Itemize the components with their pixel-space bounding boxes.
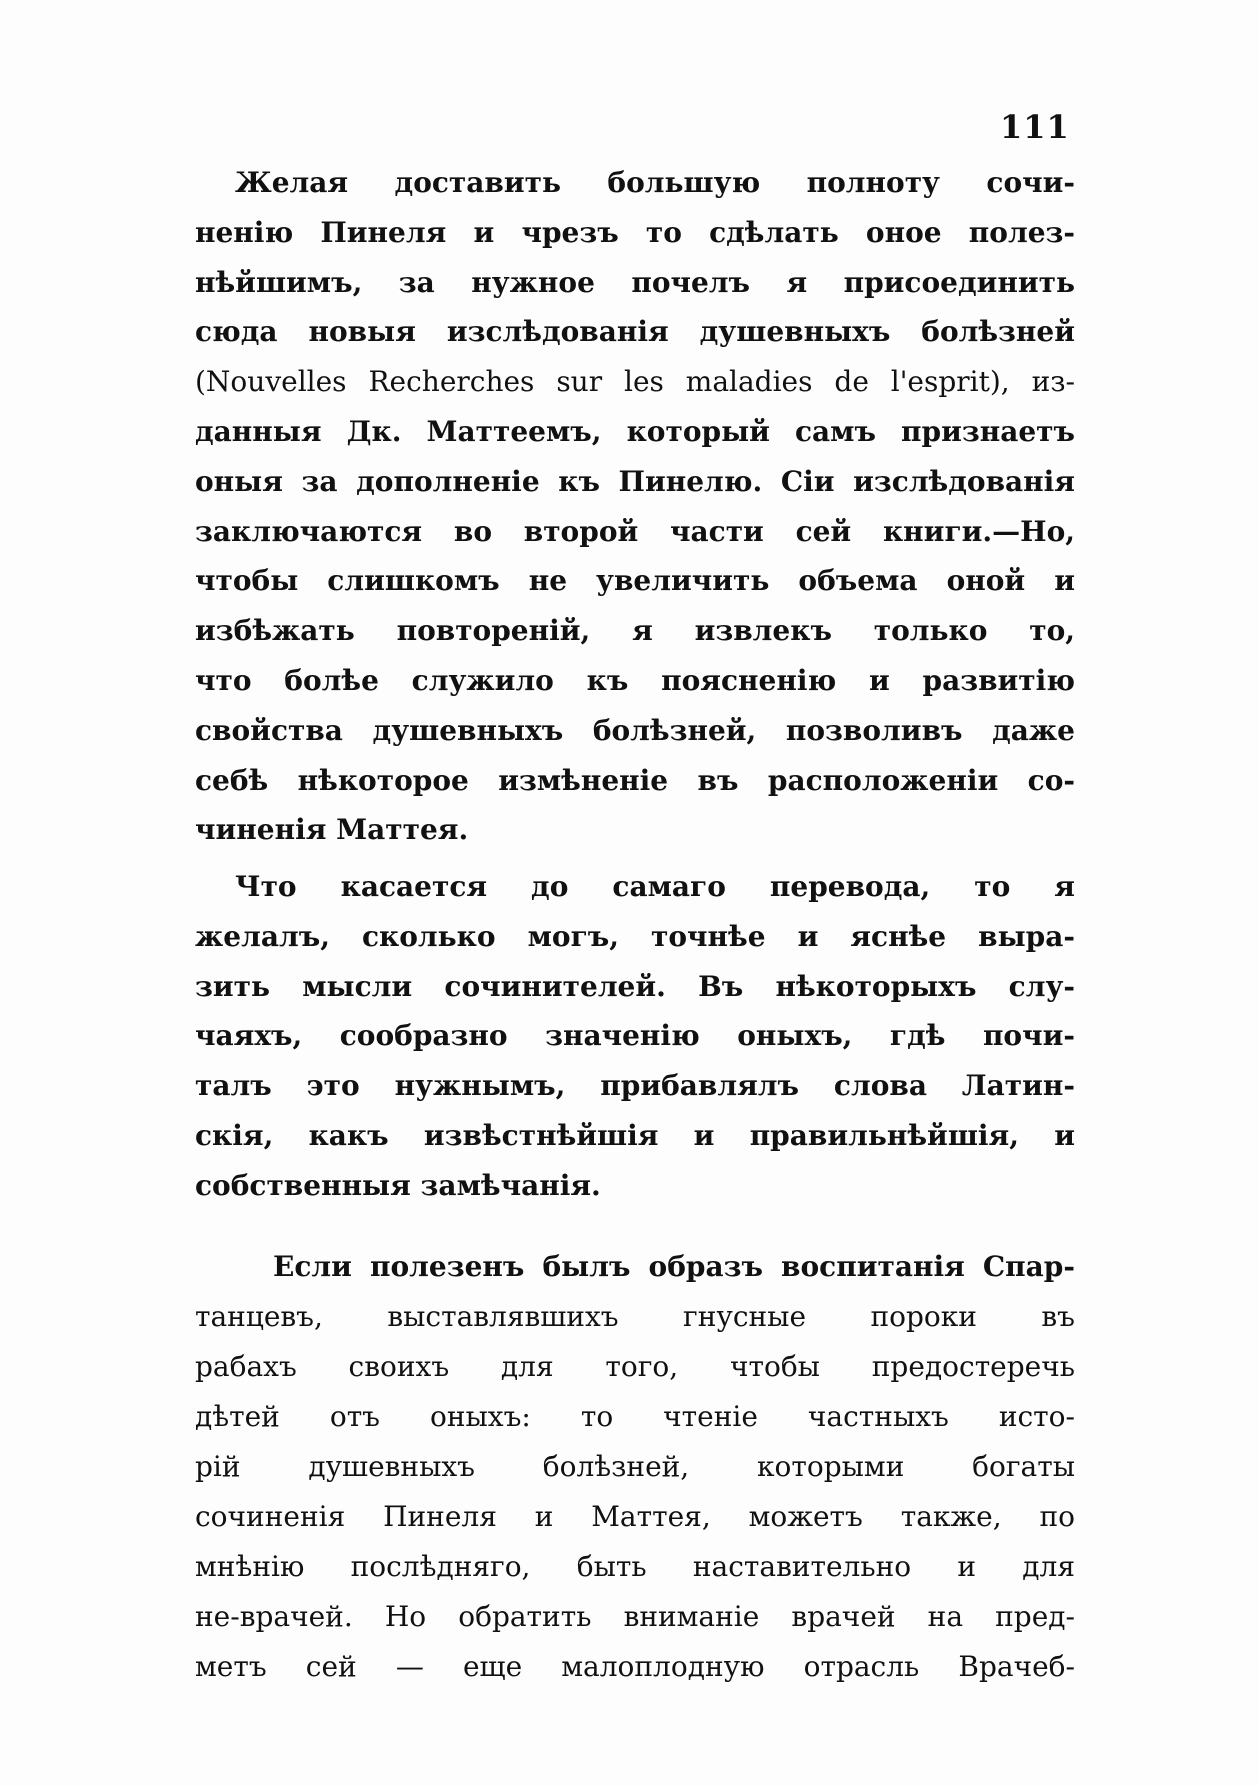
text-line: заключаются во второй части сей книги.—Но, <box>195 514 1075 548</box>
text-line: Если полезенъ былъ образъ воспитанія Спар- <box>273 1250 1075 1283</box>
text-line: избѣжать повтореній, я извлекъ только то, <box>195 614 1075 648</box>
text-line: оныя за дополненіе къ Пинелю. Сіи изслѣдованія <box>195 464 1075 498</box>
text-line: себѣ нѣкоторое измѣненіе въ расположеніи со- <box>195 763 1075 797</box>
paragraph-1 <box>195 158 1075 855</box>
text-line: нѣйшимъ, за нужное почелъ я присоединить <box>195 265 1075 299</box>
text-line: дѣтей отъ оныхъ: то чтеніе частныхъ исто- <box>195 1400 1075 1433</box>
text-line: свойства душевныхъ болѣзней, позволивъ даже <box>195 713 1075 747</box>
text-line: ненію Пинеля и чрезъ то сдѣлать оное полез- <box>195 215 1075 249</box>
text-line: Желая доставить большую полноту сочи- <box>235 166 1075 199</box>
text-line: талъ это нужнымъ, прибавлялъ слова Латин- <box>195 1069 1075 1103</box>
page-number: 111 <box>1000 108 1070 146</box>
text-line: данныя Дк. Маттеемъ, который самъ признаетъ <box>195 414 1075 448</box>
text-line: танцевъ, выставлявшихъ гнусные пороки въ <box>195 1300 1075 1333</box>
text-line: мнѣнію послѣдняго, быть наставительно и для <box>195 1550 1075 1583</box>
text-line: желалъ, сколько могъ, точнѣе и яснѣе выра- <box>195 919 1075 953</box>
text-line: что болѣе служило къ поясненію и развитію <box>195 663 1075 697</box>
text-line: рій душевныхъ болѣзней, которыми богаты <box>195 1450 1075 1483</box>
text-line: зить мысли сочинителей. Въ нѣкоторыхъ слу- <box>195 969 1075 1003</box>
text-line: (Nouvelles Recherches sur les maladies de l'esprit), из- <box>195 365 1075 399</box>
text-line: чтобы слишкомъ не увеличить объема оной и <box>195 564 1075 598</box>
text-line: собственныя замѣчанія. <box>195 1168 601 1202</box>
paragraph-3 <box>195 1242 1075 1692</box>
text-line: не-врачей. Но обратить вниманіе врачей на пред- <box>195 1600 1075 1633</box>
text-line: метъ сей — еще малоплодную отрасль Врачеб- <box>195 1650 1075 1683</box>
text-line: чаяхъ, сообразно значенію оныхъ, гдѣ почи- <box>195 1019 1075 1053</box>
text-line: рабахъ своихъ для того, чтобы предостеречь <box>195 1350 1075 1383</box>
text-line: Что касается до самаго перевода, то я <box>235 870 1075 903</box>
text-line: скія, какъ извѣстнѣйшія и правильнѣйшія, и <box>195 1118 1075 1152</box>
paragraph-2 <box>195 862 1075 1211</box>
text-line: сюда новыя изслѣдованія душевныхъ болѣзней <box>195 315 1075 349</box>
text-line: чиненія Маттея. <box>195 813 469 847</box>
text-line: сочиненія Пинеля и Маттея, можетъ также, по <box>195 1500 1075 1533</box>
